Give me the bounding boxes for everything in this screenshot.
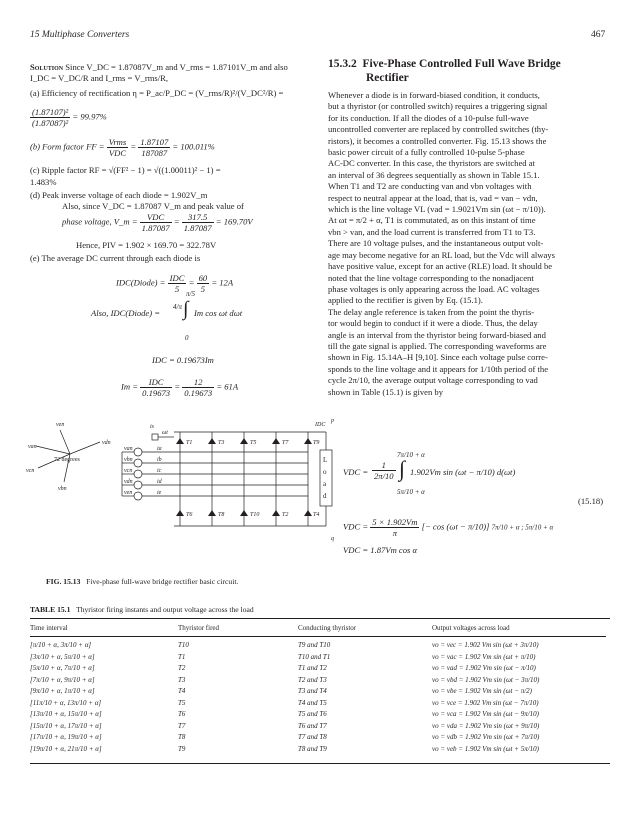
thyristor-T3	[208, 438, 216, 444]
source-label-c: vcn	[124, 468, 133, 474]
body-line: shown in Fig. 15.14A–H [9,10]. Since each voltage pulse corre-	[328, 352, 548, 363]
source-b	[134, 459, 142, 467]
part-d-equation: phase voltage, V_m = $\frac{\text{VDC}}{1.87087}$ = $\frac{317.5}{1.87087}$ = 169.70V	[62, 212, 253, 233]
source-c	[134, 470, 142, 478]
body-line: tor would begin to conduct if it were a diode. Thus, the delay	[328, 318, 538, 329]
eq1-lhs: VDC =	[343, 467, 369, 477]
section-heading: 15.3.2 Five-Phase Controlled Full Wave Bridge Rectifier	[328, 58, 561, 84]
thyristor-T7	[272, 438, 280, 444]
label-T10: T10	[250, 512, 260, 518]
table-header-row	[26, 622, 610, 634]
equation-number: (15.18)	[578, 496, 604, 506]
solution-label: Solution	[30, 62, 64, 72]
part-d-hence: Hence, PIV = 1.902 × 169.70 = 322.78V	[76, 240, 217, 250]
eq2-limits: 7π/10 + α ; 5π/10 + α	[491, 523, 554, 532]
phasor-label-vcn: vcn	[26, 468, 35, 474]
column-header: Thyristor fired	[178, 623, 220, 632]
table-row: [11π/10 + α, 13π/10 + α] T5 T4 and T5 vo = vce = 1.902 Vm sin (ωt − 7π/10)	[30, 698, 539, 707]
label-T1: T1	[186, 440, 193, 446]
phasor-label-vdn: vdn	[102, 440, 111, 446]
source-e	[134, 492, 142, 500]
body-line: vbn > van, and the load current is transferred from T1 to T3.	[328, 226, 536, 237]
source-a	[134, 448, 142, 456]
phasor-label-vbn: vbn	[58, 486, 67, 492]
label-T4: T4	[313, 512, 320, 518]
eq1-body: 1.902Vm sin (ωt − π/10) d(ωt)	[410, 467, 516, 477]
part-d-label: (d) Peak inverse voltage of each diode = 1.902V_m	[30, 190, 208, 200]
table-top-rule	[30, 618, 610, 619]
part-e-eq2: IDC = 0.19673Im	[152, 355, 214, 365]
table-row: [15π/10 + α, 17π/10 + α] T7 T6 and T7 vo = vda = 1.902 Vm sin (ωt + 9π/10)	[30, 721, 540, 730]
thyristor-T1	[176, 438, 184, 444]
phasor-diagram	[36, 430, 100, 482]
body-line: There are 10 voltage pulses, and the instantaneous output volt-	[328, 238, 544, 249]
current-label-d: id	[157, 479, 162, 485]
firing-table	[26, 622, 610, 755]
running-header: 15 Multiphase Converters	[30, 30, 130, 40]
thyristor-T4	[304, 510, 312, 516]
phase-angle-label: 72 degrees	[54, 457, 80, 463]
rectifier-circuit-diagram	[26, 404, 351, 569]
body-line: ristors), it becomes a controlled converter. Fig. 15.13 shows the	[328, 135, 547, 146]
table-row: [9π/10 + α, 1π/10 + α] T4 T3 and T4 vo = vbe = 1.902 Vm sin (ωt − π/2)	[30, 687, 532, 696]
part-b-equation: (b) Form factor FF = $\frac{\text{Vrms}}{\text{VDC}}$ = $\frac{1.87107}{187087}$ = 100.011%	[30, 137, 215, 158]
omega-label: ωt	[162, 430, 168, 436]
body-line: AC-DC converter. In this case, the thyristors are switched at	[328, 158, 535, 169]
table-row: [7π/10 + α, 9π/10 + α] T3 T2 and T3 vo = vbd = 1.902 Vm sin (ωt − 3π/10)	[30, 675, 540, 684]
eq1-upper-limit: 7π/10 + α	[397, 451, 425, 459]
label-T7: T7	[282, 440, 289, 446]
eq1-integral-sign: ∫	[399, 456, 406, 481]
thyristor-T2	[272, 510, 280, 516]
source-d	[134, 481, 142, 489]
eq1-coefficient: $\frac{1}{2\pi/10}$	[374, 460, 394, 481]
load-letter-L: L	[323, 456, 328, 464]
phasor-ven	[60, 430, 70, 454]
thyristor-T8	[208, 510, 216, 516]
body-line: noted that the line voltage corresponding to the nonadjacent	[328, 272, 534, 283]
thyristor-T9	[304, 438, 312, 444]
table-row: [5π/10 + α, 7π/10 + α] T2 T1 and T2 vo = vad = 1.902 Vm sin (ωt − π/10)	[30, 664, 536, 673]
part-a-fraction: $\frac{\text{(1.87107)²}}{\text{(1.87087)²}}$	[32, 107, 69, 128]
body-line: Whenever a diode is in forward-biased condition, it conducts,	[328, 90, 540, 100]
body-line: for its conduction. If all the diodes of a 10-pulse full-wave	[328, 112, 529, 123]
body-line: have positive value, except for an active (RLE) load. It should be	[328, 261, 553, 272]
current-label-a: ia	[157, 446, 162, 452]
switch-box	[152, 434, 158, 440]
phasor-label-van: van	[28, 444, 37, 450]
current-label-c: ic	[157, 468, 162, 474]
table-row: [3π/10 + α, 5π/10 + α] T1 T10 and T1 vo = vac = 1.902 Vm sin (ωt + π/10)	[30, 652, 536, 661]
table-row: [19π/10 + α, 21π/10 + α] T9 T8 and T9 vo = veb = 1.902 Vm sin (ωt + 5π/10)	[30, 744, 539, 753]
body-line: sponds to the line voltage and it appears for 1/10th period of the	[328, 363, 549, 374]
integral-upper: π/5	[186, 290, 195, 298]
body-line: which is the line voltage VL (vad = 1.9021Vm sin (ωt − π/10)).	[328, 204, 546, 215]
part-a-label: (a) Efficiency of rectification η = P_ac/P_DC = (V_rms/R)²/(V_DC²/R) =	[30, 88, 284, 98]
table-row: [π/10 + α, 3π/10 + α] T10 T9 and T10 vo = vec = 1.902 Vm sin (ωt + 3π/10)	[30, 641, 539, 650]
part-a-equation	[30, 107, 107, 128]
node-p: p	[331, 418, 334, 424]
column-header: Time interval	[30, 623, 68, 632]
source-label-e: ven	[124, 490, 133, 496]
body-line: angle is an interval from the thyristor being forward-biased and	[328, 329, 546, 340]
phasor-vdn	[70, 442, 100, 454]
load-letter-o: o	[323, 468, 327, 476]
label-T9: T9	[313, 440, 320, 446]
column-header: Conducting thyristor	[298, 623, 357, 632]
eq2: VDC = $\frac{5 \times 1.902Vm}{\pi}$ [− cos (ωt − π/10)] 7π/10 + α ; 5π/10 + α	[343, 517, 554, 538]
thyristor-T10	[240, 510, 248, 516]
part-c-result: 1.483%	[30, 177, 57, 187]
table-row: [17π/10 + α, 19π/10 + α] T8 T7 and T8 vo = vdb = 1.902 Vm sin (ωt + 7π/10)	[30, 733, 540, 742]
body-line: an interval of 36 degrees sequentially as shown in Table 15.1.	[328, 169, 540, 180]
source-label-d: vdn	[124, 479, 133, 485]
integral-sign: ∫	[183, 298, 189, 320]
body-line: till the gate signal is applied. The corresponding waveforms are	[328, 340, 547, 351]
label-T8: T8	[218, 512, 225, 518]
label-T3: T3	[218, 440, 225, 446]
thyristor-T5	[240, 438, 248, 444]
column-header: Output voltages across load	[432, 623, 510, 632]
source-label-a: van	[124, 446, 133, 452]
eq1-lower-limit: 5π/10 + α	[397, 488, 425, 496]
body-line: cycle 2π/10, the average output voltage corresponding to vad	[328, 375, 538, 386]
integral-body: Im cos ωt dωt	[194, 308, 243, 318]
body-line: shown in Table (15.1) is given by	[328, 386, 444, 397]
body-line: basic power circuit of a fully controlled 10-pulse 5-phase	[328, 147, 525, 158]
body-line: age may become negative for an RL load, but the Vdc will always	[328, 249, 555, 260]
part-e-integral: Also, IDC(Diode) =	[91, 308, 161, 318]
page-number: 467	[591, 30, 606, 40]
body-line: When T1 and T2 are conducting van and vbn voltages with	[328, 181, 532, 192]
is-label: is	[150, 424, 155, 430]
phasor-van	[36, 446, 70, 454]
load-letter-a: a	[323, 480, 327, 488]
section-body	[328, 90, 613, 398]
table-row: [13π/10 + α, 15π/10 + α] T6 T5 and T6 vo = vca = 1.902 Vm sin (ωt − 9π/10)	[30, 710, 539, 719]
part-c-label: (c) Ripple factor RF = √(FF² − 1) = √((1.00011)² − 1) =	[30, 165, 221, 175]
part-b-result: = 100.011%	[172, 141, 215, 152]
label-T5: T5	[250, 440, 257, 446]
load-letter-d: d	[323, 492, 327, 500]
body-line: applied to the rectifier is given by Eq. (15.1).	[328, 295, 483, 306]
part-a-result: = 99.97%	[72, 111, 107, 122]
table-caption: TABLE 15.1 Thyristor firing instants and output voltage across the load	[30, 605, 254, 614]
label-T2: T2	[282, 512, 289, 518]
part-e-eq1: IDC(Diode) = $\frac{\text{IDC}}{5}$ = $\frac{60}{5}$ = 12A	[116, 273, 234, 294]
thyristor-T6	[176, 510, 184, 516]
solution-intro: Since V_DC = 1.87087V_m and V_rms = 1.87101V_m and also I_DC = V_DC/R and I_rms = V_rms/R,	[30, 62, 288, 84]
label-T6: T6	[186, 512, 193, 518]
source-group	[122, 432, 332, 526]
part-e-eq3: Im = $\frac{\text{IDC}}{0.19673}$ = $\frac{12}{0.19673}$ = 61A	[121, 377, 239, 398]
body-line: At ωt = π/2 + α, T1 is commutated, as on this instant of time	[328, 215, 536, 226]
phasor-label-ven: ven	[56, 422, 65, 428]
body-line: but a thyristor (or controlled switch) requires a triggering signal	[328, 101, 548, 112]
integral-lower: 0	[185, 334, 189, 342]
idc-label: IDC	[315, 422, 326, 428]
figure-caption: FIG. 15.13 Five-phase full-wave bridge rectifier basic circuit.	[46, 577, 239, 586]
current-label-b: ib	[157, 457, 162, 463]
body-line: uncontrolled converter are replaced by controlled switches (thy-	[328, 124, 549, 135]
body-line: The delay angle reference is taken from the point the thyris-	[328, 306, 535, 317]
body-line: phase voltages is only appearing across the load. AC voltages	[328, 283, 540, 294]
node-q: q	[331, 536, 334, 542]
part-e-label: (e) The average DC current through each diode is	[30, 253, 201, 263]
solution-block	[30, 62, 302, 85]
current-label-e: ie	[157, 490, 162, 496]
part-d-also: Also, since V_DC = 1.87087 V_m and peak value of	[62, 201, 244, 211]
integral-coef: 4/π	[173, 303, 182, 311]
part-b-label: (b) Form factor FF =	[30, 141, 105, 152]
table-bottom-rule	[30, 763, 610, 764]
source-label-b: vbn	[124, 457, 133, 463]
body-line: respect to neutral appear at the load, that is, vad = van − vdn,	[328, 192, 538, 203]
eq3: VDC = 1.87Vm cos α	[343, 545, 418, 555]
